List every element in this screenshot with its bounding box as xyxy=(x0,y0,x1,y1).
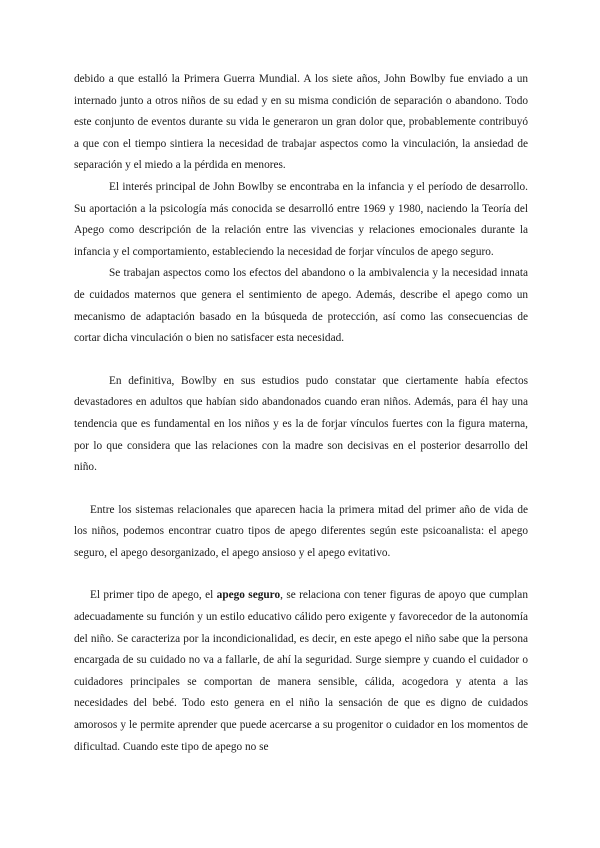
document-body xyxy=(74,69,528,758)
paragraph-spacer xyxy=(74,564,528,585)
paragraph-6 xyxy=(74,585,528,758)
paragraph-6-body: , se relaciona con tener figuras de apoyo que cumplan adecuadamente su función y un estilo educativo cálido pero exigente y favorecedor de la autonomía del niño. Se caracteriza por la incondicionalidad, es decir, en este apego el niño sabe que la persona encargada de su cuidado no va a fallarle, de ahí la seguridad. Surge siempre y cuando el cuidador o cuidadores principales se comportan de manera sensible, cálida, acogedora y atenta a las necesidades del bebé. Todo esto genera en el niño la sensación de que es digno de cuidados amorosos y le permite aprender que puede acercarse a su progenitor o cuidador en los momentos de dificultad. Cuando este tipo de apego no se xyxy=(74,589,528,753)
paragraph-5: Entre los sistemas relacionales que aparecen hacia la primera mitad del primer año de vida de los niños, podemos encontrar cuatro tipos de apego diferentes según este psicoanalista: el apego seguro, el apego desorganizado, el apego ansioso y el apego evitativo. xyxy=(74,503,528,559)
paragraph-3: Se trabajan aspectos como los efectos del abandono o la ambivalencia y la necesidad innata de cuidados maternos que genera el sentimiento de apego. Además, describe el apego como un mecanismo de adaptación basado en la búsqueda de protección, así como las consecuencias de cortar dicha vinculación o bien no satisfacer esta necesidad. xyxy=(74,267,528,345)
paragraph-4: En definitiva, Bowlby en sus estudios pudo constatar que ciertamente había efectos devastadores en adultos que habían sido abandonados cuando eran niños. Además, para él hay una tendencia que es fundamental en los niños y es la de forjar vínculos fuertes con la figura materna, por lo que considera que las relaciones con la madre son decisivas en el posterior desarrollo del niño. xyxy=(74,374,528,474)
paragraph-spacer xyxy=(74,350,528,371)
paragraph-2: El interés principal de John Bowlby se encontraba en la infancia y el período de desarrollo. Su aportación a la psicología más conocida se desarrolló entre 1969 y 1980, naciendo la Teoría del Apego como descripción de la relación entre las vivencias y relaciones emocionales durante la infancia y el comportamiento, estableciendo la necesidad de forjar vínculos de apego seguro. xyxy=(74,180,528,258)
paragraph-6-intro: El primer tipo de apego, el xyxy=(90,589,217,602)
paragraph-spacer xyxy=(74,479,528,500)
paragraph-1: debido a que estalló la Primera Guerra Mundial. A los siete años, John Bowlby fue enviado a un internado junto a otros niños de su edad y en su misma condición de separación o abandono. Todo este conjunto de eventos durante su vida le generaron un gran dolor que, probablemente contribuyó a que con el tiempo sintiera la necesidad de trabajar aspectos como la vinculación, la ansiedad de separación y el miedo a la pérdida en menores. xyxy=(74,73,528,172)
bold-term-apego-seguro: apego seguro xyxy=(216,589,281,602)
